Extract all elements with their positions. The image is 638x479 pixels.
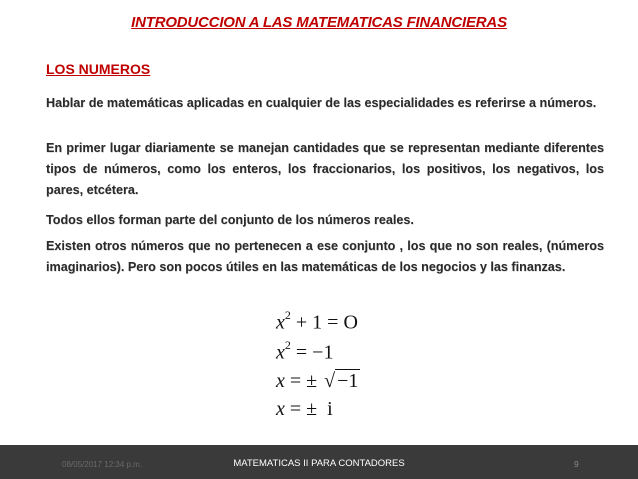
- equation-rest: = −1: [290, 341, 334, 364]
- radicand: −1: [337, 370, 359, 392]
- paragraph-4: Existen otros números que no pertenecen a ese conjunto , los que no son reales, (números imaginarios). Pero son pocos útiles en las matemáticas de los negocios y las finanzas.: [46, 239, 604, 274]
- equation-variable: x: [276, 311, 285, 334]
- equation-variable: x: [276, 398, 285, 420]
- paragraph-3: Todos ellos forman parte del conjunto de los números reales.: [46, 213, 414, 227]
- paragraph-1: Hablar de matemáticas aplicadas en cualquier de las especialidades es referirse a números.: [46, 96, 597, 110]
- equation-rest: = ± i: [284, 398, 333, 420]
- footer-date: 08/05/2017 12:34 p.m.: [62, 460, 143, 469]
- slide-title: INTRODUCCION A LAS MATEMATICAS FINANCIERAS: [131, 14, 507, 31]
- equation-operator: = ±: [284, 370, 323, 392]
- square-root: √ −1: [324, 370, 359, 392]
- paragraph-2: En primer lugar diariamente se manejan cantidades que se representan mediante diferentes tipos de números, como los enteros, los fraccionarios, los positivos, los negativos, los pares, etcétera.: [46, 141, 604, 197]
- equation-exponent: 2: [284, 338, 291, 352]
- equation-variable: x: [276, 370, 285, 392]
- equation-exponent: 2: [284, 308, 291, 322]
- equation-rest: + 1 = O: [290, 311, 358, 334]
- equation-variable: x: [276, 341, 285, 364]
- footer-course: MATEMATICAS II PARA CONTADORES: [233, 458, 405, 469]
- section-subtitle: LOS NUMEROS: [46, 61, 151, 77]
- footer-page-number: 9: [574, 459, 579, 469]
